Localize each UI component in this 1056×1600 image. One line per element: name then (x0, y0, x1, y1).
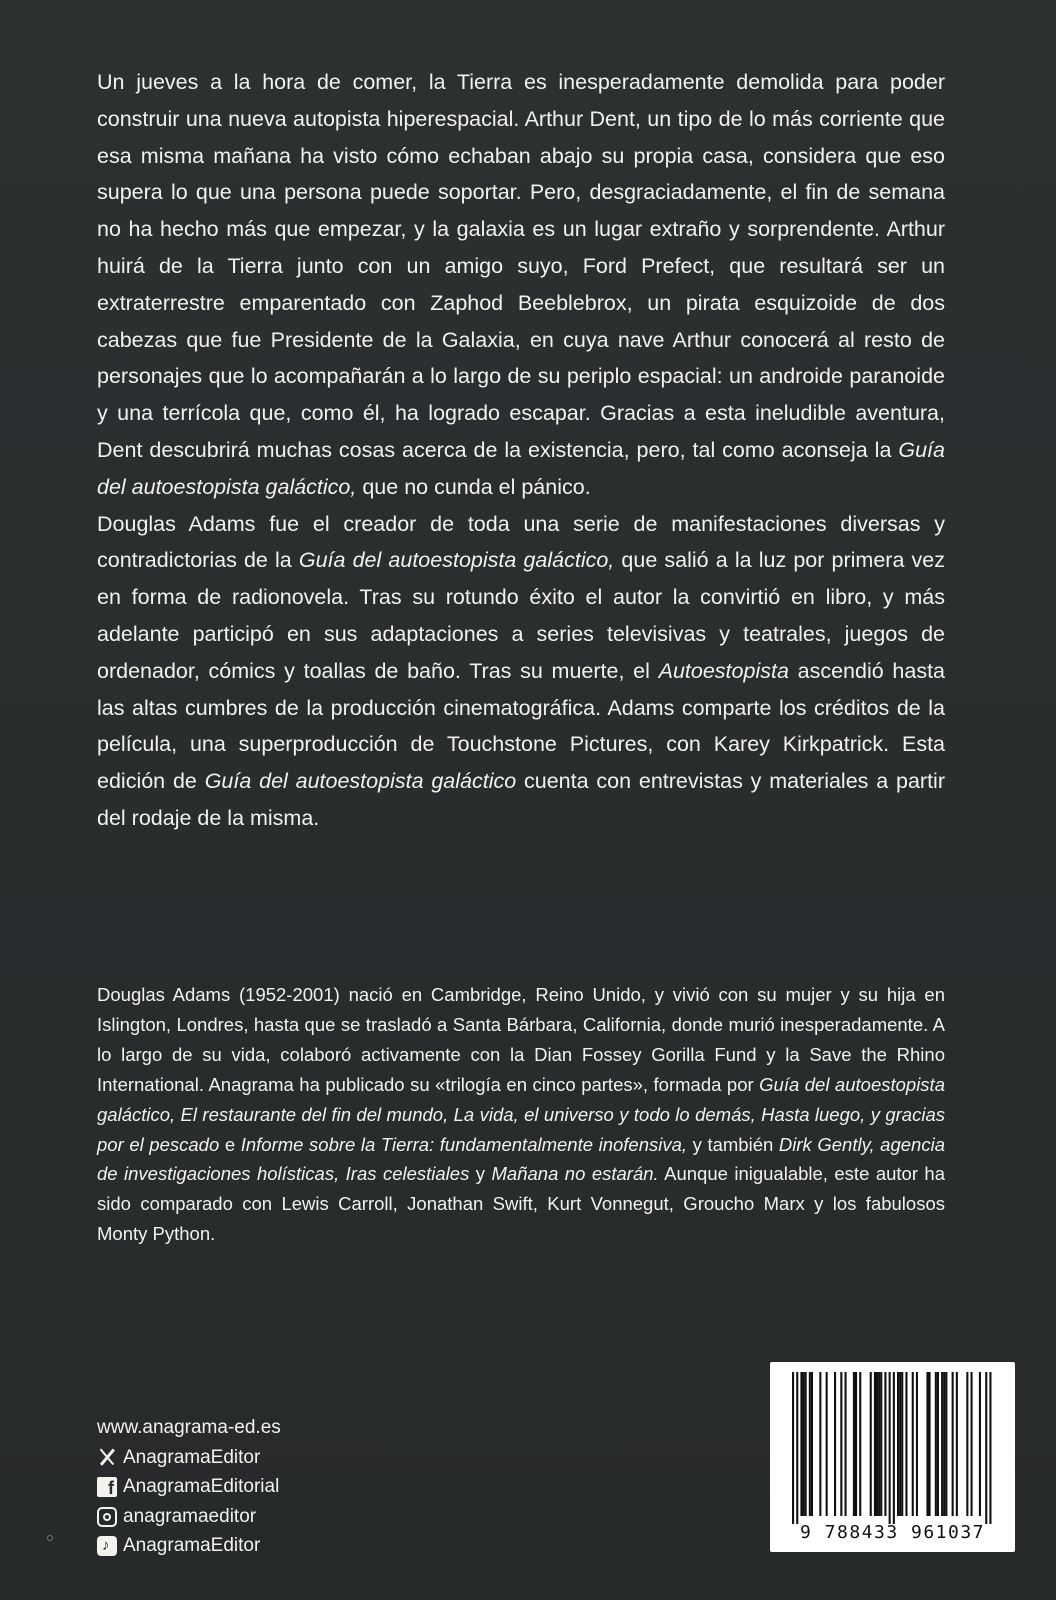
barcode-bar (889, 1372, 891, 1524)
text-run: Un jueves a la hora de comer, la Tierra es inesperadamente demolida para poder construir una nueva autopista hiperespacial. Arthur Dent, un tipo de lo más corriente que esa misma mañana ha visto cómo echaban abajo su propia casa, considera que eso supera lo que una persona puede soportar. Pero, desgraciadamente, el fin de semana no ha hecho más que empezar, y la galaxia es un lugar extraño y sorprendente. Arthur huirá de la Tierra junto con un amigo suyo, Ford Prefect, que resultará ser un extraterrestre emparentado con Zaphod Beeblebrox, un pirata esquizoide de dos cabezas que fue Presidente de la Galaxia, en cuya nave Arthur conocerá al resto de personajes que lo acompañarán a lo largo de su periplo espacial: un androide paranoide y una terrícola que, como él, ha logrado escapar. Gracias a esta ineludible aventura, Dent descubrirá muchas cosas acerca de la existencia, pero, tal como aconseja la (97, 70, 945, 462)
tiktok-row (97, 1531, 281, 1561)
barcode-bar (859, 1372, 861, 1516)
text-run: Guía del autoestopista galáctico (204, 769, 517, 794)
instagram-handle[interactable]: anagramaeditor (123, 1505, 257, 1527)
isbn-number: 9 788433 961037 (799, 1522, 986, 1543)
text-run: Douglas Adams fue el creador de toda una serie de manifestaciones diversas y contradictorias de la (97, 511, 945, 573)
synopsis-paragraph-2 (97, 506, 945, 837)
text-run: Douglas Adams (1952-2001) nació en Cambridge, Reino Unido, y vivió con su mujer y su hija en Islington, Londres, hasta que se trasladó a Santa Bárbara, California, donde murió inesperadamente. A lo largo de su vida, colaboró activamente con la Dian Fossey Gorilla Fund y la Save the Rhino International. Anagrama ha publicado su «trilogía en cinco partes», formada por (97, 984, 945, 1095)
barcode-bar (853, 1372, 855, 1516)
barcode-bar (796, 1372, 798, 1524)
barcode-bar (826, 1372, 828, 1516)
text-run: Guía del autoestopista galáctico, (298, 548, 615, 573)
facebook-icon: f (97, 1477, 117, 1497)
barcode-bar (912, 1372, 914, 1516)
barcode-bar (811, 1372, 813, 1516)
facebook-row (97, 1472, 281, 1502)
barcode-bar (870, 1372, 872, 1516)
barcode-bar (803, 1372, 805, 1516)
barcode-bar (880, 1372, 882, 1516)
barcode-bar (805, 1372, 807, 1516)
barcode-bar (929, 1372, 931, 1516)
barcode-bar (926, 1372, 928, 1516)
author-bio (97, 980, 945, 1249)
x-logo-icon (97, 1447, 117, 1467)
text-run: que no cunda el pánico. (356, 474, 591, 499)
text-run: cuenta con entrevistas y materiales a partir del rodaje de la misma. (97, 769, 945, 830)
barcode-bar (834, 1372, 836, 1516)
text-run: Guía del autoestopista galáctico, (97, 437, 945, 499)
text-run: e (219, 1133, 241, 1155)
facebook-handle[interactable]: AnagramaEditorial (123, 1476, 280, 1498)
barcode-bar (876, 1372, 878, 1516)
barcode-bar (945, 1372, 947, 1516)
barcode-bar (819, 1372, 821, 1516)
website-row (97, 1413, 281, 1443)
print-mark (47, 1535, 53, 1541)
barcode-bar (893, 1372, 895, 1524)
barcode-bar (935, 1372, 937, 1516)
barcode-bar (985, 1372, 987, 1524)
barcode-bar (878, 1372, 880, 1516)
text-run: Autoestopista (658, 658, 789, 683)
barcode-bar (792, 1372, 794, 1524)
text-run: Mañana no estarán. (491, 1163, 659, 1185)
text-run: y también (687, 1133, 779, 1155)
barcode-bar (899, 1372, 901, 1516)
synopsis-paragraph-1 (97, 64, 945, 506)
text-run: Informe sobre la Tierra: fundamentalmente inofensiva, (240, 1133, 688, 1155)
instagram-row (97, 1502, 281, 1532)
instagram-icon (97, 1507, 117, 1527)
x-handle[interactable]: AnagramaEditor (123, 1446, 261, 1468)
tiktok-handle[interactable]: AnagramaEditor (123, 1535, 261, 1557)
barcode-bar (943, 1372, 945, 1516)
barcode-bar (809, 1372, 811, 1516)
barcode-bar (937, 1372, 939, 1516)
publisher-contacts (97, 1413, 281, 1561)
barcode-bar (845, 1372, 847, 1516)
isbn-barcode (770, 1362, 1015, 1552)
text-run: Guía del autoestopista galáctico, El restaurante del fin del mundo, La vida, el universo y todo lo demás, Hasta luego, y gracias por el pescado (97, 1073, 945, 1155)
text-run: y (469, 1163, 492, 1185)
text-run: que salió a la luz por primera vez en forma de radionovela. Tras su rotundo éxito el autor la convirtió en libro, y más adelante participó en sus adaptaciones a series televisivas y teatrales, juegos de ordenador, cómics y toallas de baño. Tras su muerte, el (97, 548, 945, 683)
text-run: ascendió hasta las altas cumbres de la producción cinematográfica. Adams comparte los créditos de la película, una superproducción de Touchstone Pictures, con Karey Kirkpatrick. Esta edición de (97, 658, 945, 794)
barcode-bar (971, 1372, 973, 1516)
synopsis (97, 64, 945, 837)
barcode-bar (952, 1372, 954, 1516)
barcode-bar (989, 1372, 991, 1524)
barcode-bar (874, 1372, 876, 1516)
website-link[interactable]: www.anagrama-ed.es (97, 1417, 281, 1438)
barcode-bar (800, 1372, 802, 1516)
barcode-bar (840, 1372, 842, 1516)
author-bio-text (97, 980, 945, 1249)
barcode-bar (979, 1372, 981, 1516)
barcode-bar (901, 1372, 903, 1516)
x-row (97, 1443, 281, 1473)
barcode-bar (956, 1372, 958, 1516)
barcode-bar (916, 1372, 918, 1516)
barcode-bar (905, 1372, 907, 1516)
barcode-bar (941, 1372, 943, 1516)
tiktok-icon: ♪ (97, 1536, 117, 1556)
barcode-bar (855, 1372, 857, 1516)
text-run: Dirk Gently, agencia de investigaciones holísticas, Iras celestiales (97, 1133, 945, 1185)
barcode-bar (884, 1372, 886, 1516)
barcode-bar (966, 1372, 968, 1516)
barcode-bar (897, 1372, 899, 1516)
text-run: Aunque inigualable, este autor ha sido comparado con Lewis Carroll, Jonathan Swift, Kurt Vonnegut, Groucho Marx y los fabulosos Monty Python. (97, 1163, 946, 1245)
